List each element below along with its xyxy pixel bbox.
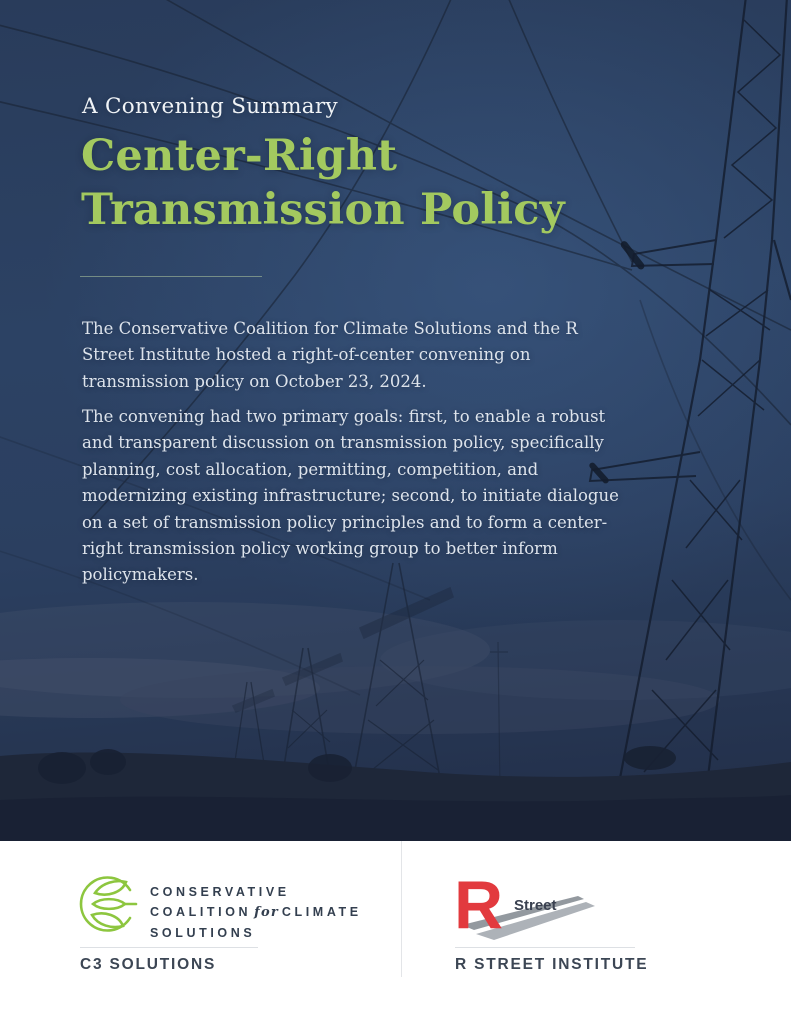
rstreet-mark-word: Street <box>514 897 557 914</box>
c3-wordmark <box>150 882 362 943</box>
rstreet-mark-letter: R <box>454 869 504 943</box>
page-title-line-2: Transmission Policy <box>81 185 565 235</box>
c3-wordmark-line-3: SOLUTIONS <box>150 926 256 940</box>
rstreet-logo-icon <box>452 869 632 943</box>
document-kicker: A Convening Summary <box>82 94 338 119</box>
footer-vertical-divider <box>401 841 402 977</box>
summary-paragraph-1: The Conservative Coalition for Climate Solutions and the R Street Institute hosted a right-of-center convening on transmission policy on October 23, 2024. <box>82 319 578 391</box>
c3-solutions-brand-block <box>80 841 380 1024</box>
c3-footer-divider <box>80 947 258 948</box>
page-title-line-1: Center-Right <box>81 131 398 181</box>
c3-wordmark-line-2: COALITION for CLIMATE <box>150 905 362 920</box>
rstreet-org-name: R STREET INSTITUTE <box>455 956 649 973</box>
summary-paragraph-2: The convening had two primary goals: first, to enable a robust and transparent discussion on transmission policy, specifically planning, cost allocation, permitting, competition, and modernizing existing infrastructure; second, to initiate dialogue on a set of transmission policy principles and to form a center-right transmission policy working group to better inform policymakers. <box>82 407 619 585</box>
c3-leaf-globe-icon <box>78 873 140 935</box>
footer <box>0 841 791 1024</box>
c3-wordmark-line-1: CONSERVATIVE <box>150 885 290 899</box>
page-title <box>81 129 681 237</box>
c3-org-name: C3 SOLUTIONS <box>80 956 217 973</box>
rstreet-brand-block <box>455 841 755 1024</box>
c3-wordmark-for: for <box>254 905 279 920</box>
title-divider <box>80 276 262 277</box>
rstreet-footer-divider <box>455 947 635 948</box>
